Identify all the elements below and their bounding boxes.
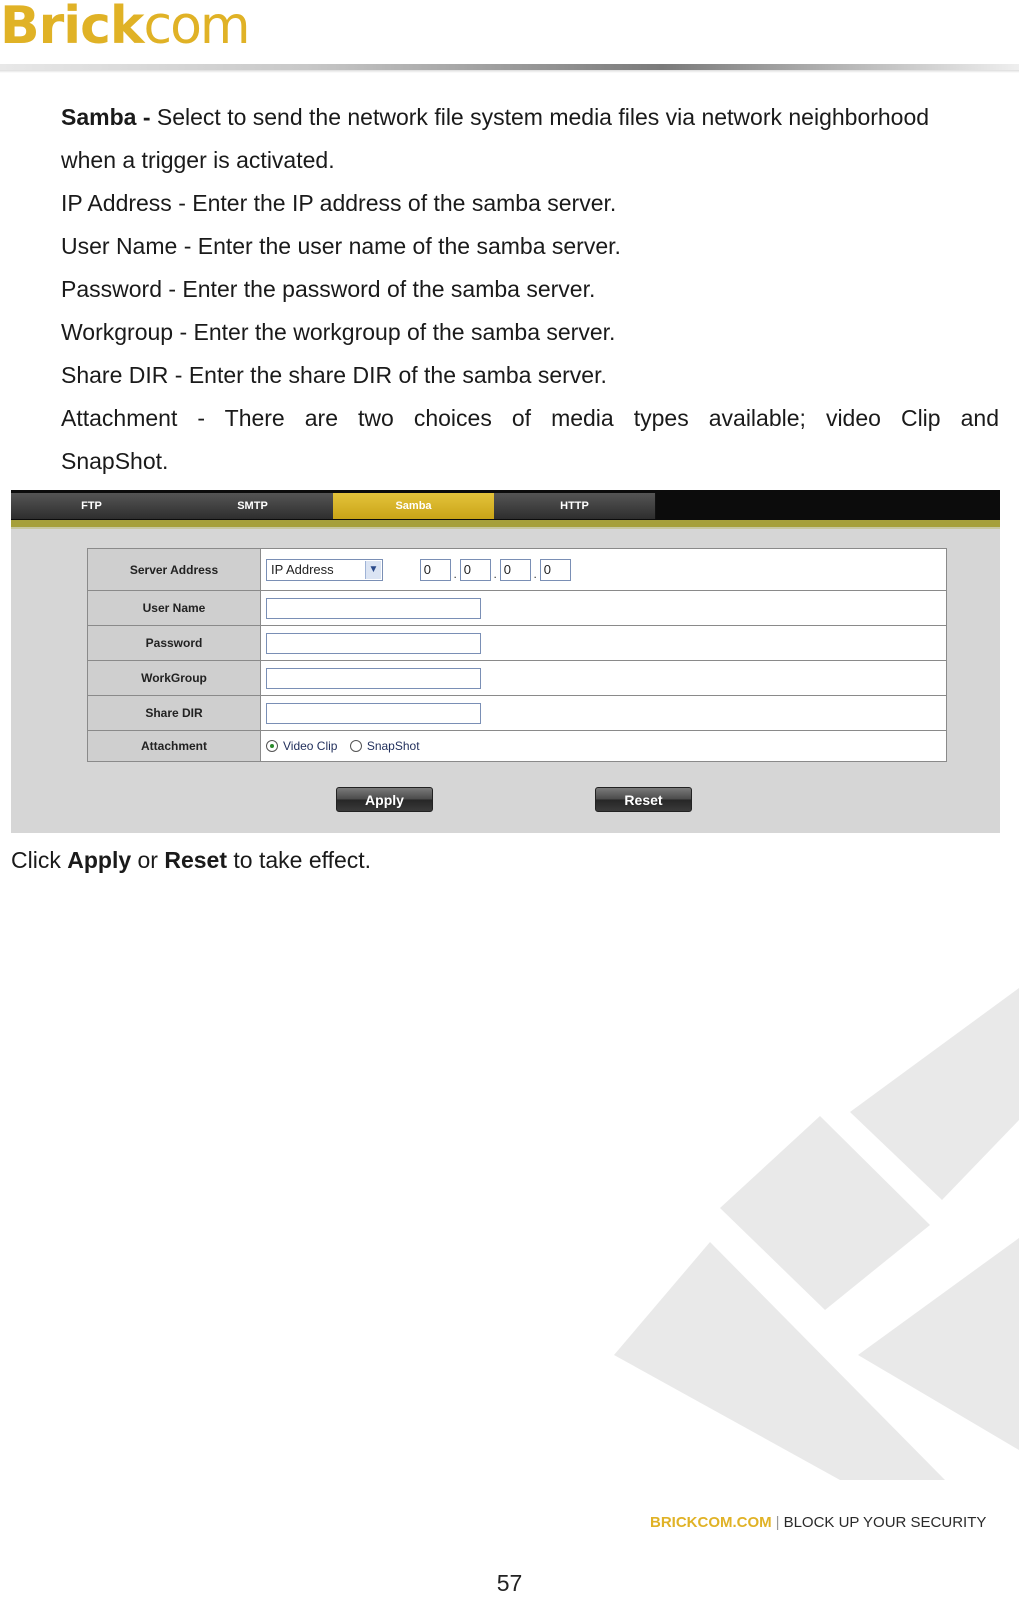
instruction-or: or [137,847,158,873]
ip-octet-1[interactable]: 0 [420,559,451,581]
tab-underline-highlight [11,527,1000,529]
password-row [88,626,947,661]
instruction-reset: Reset [164,847,228,873]
protocol-tabbar [11,490,1000,520]
ip-address-description: IP Address - Enter the IP address of the samba server. [61,190,617,216]
share-dir-row [88,696,947,731]
attachment-cell [261,731,947,762]
ip-octet-2[interactable]: 0 [460,559,491,581]
footer-site: BRICKCOM.COM [650,1514,772,1531]
chevron-down-icon: ▼ [365,561,381,579]
reset-button[interactable]: Reset [595,787,692,812]
workgroup-cell [261,661,947,696]
brickcom-logo [0,0,249,54]
server-address-cell [261,549,947,591]
ip-dot: . [533,566,537,581]
user-name-input[interactable] [266,598,481,619]
user-name-description: User Name - Enter the user name of the samba server. [61,233,621,259]
password-label: Password [88,626,261,661]
tab-smtp[interactable]: SMTP [172,493,334,519]
share-dir-input[interactable] [266,703,481,724]
apply-button[interactable]: Apply [336,787,433,812]
tab-ftp[interactable]: FTP [11,493,173,519]
share-dir-cell [261,696,947,731]
instruction-apply: Apply [67,847,132,873]
samba-intro-text: Select to send the network file system media files via network neighborhood [156,104,930,130]
share-dir-description: Share DIR - Enter the share DIR of the samba server. [61,362,607,388]
footer-separator: | [775,1514,780,1531]
workgroup-label: WorkGroup [88,661,261,696]
samba-settings-panel [11,490,1000,833]
apply-reset-instruction [11,844,371,876]
footer-slogan: BLOCK UP YOUR SECURITY [783,1514,987,1531]
workgroup-input[interactable] [266,668,481,689]
tab-underline [11,520,1000,527]
samba-label: Samba - [61,104,151,130]
attachment-label: Attachment [88,731,261,762]
page-number: 57 [496,1570,523,1596]
password-cell [261,626,947,661]
samba-form [87,548,947,762]
logo-brick-text: Brick [0,0,144,56]
ip-dot: . [493,566,497,581]
video-clip-label: Video Clip [283,739,338,754]
brick-watermark [600,980,1019,1500]
tab-http[interactable]: HTTP [494,493,656,519]
video-clip-radio[interactable] [266,740,278,752]
attachment-row [88,731,947,762]
server-address-label: Server Address [88,549,261,591]
attachment-description-continued: SnapShot. [61,448,169,474]
password-description: Password - Enter the password of the samba server. [61,276,596,302]
workgroup-description: Workgroup - Enter the workgroup of the samba server. [61,319,616,345]
header-divider-shadow [0,70,1019,73]
server-address-row [88,549,947,591]
share-dir-label: Share DIR [88,696,261,731]
user-name-cell [261,591,947,626]
instruction-suffix: to take effect. [233,847,372,873]
snapshot-label: SnapShot [366,739,420,754]
watermark-block [850,988,1019,1200]
tab-samba[interactable]: Samba [333,493,495,519]
logo-com-text: com [143,0,249,56]
address-type-value: IP Address [271,561,334,577]
user-name-row [88,591,947,626]
ip-octet-3[interactable]: 0 [500,559,531,581]
address-type-select[interactable] [266,559,383,581]
user-name-label: User Name [88,591,261,626]
ip-octet-4[interactable]: 0 [540,559,571,581]
snapshot-radio[interactable] [350,740,362,752]
samba-intro-continued: when a trigger is activated. [61,147,335,173]
footer-branding [650,1514,986,1531]
password-input[interactable] [266,633,481,654]
instruction-prefix: Click [11,847,61,873]
samba-description [61,96,999,483]
samba-intro-line [61,96,999,139]
workgroup-row [88,661,947,696]
ip-dot: . [453,566,457,581]
attachment-description: Attachment - There are two choices of media types available; video Clip and [61,405,999,431]
